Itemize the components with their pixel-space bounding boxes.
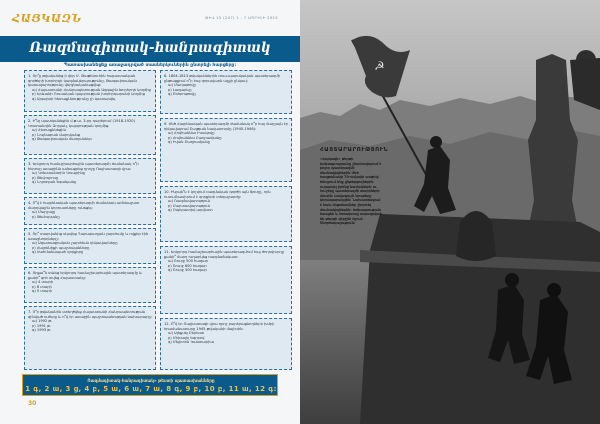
question-box: [24, 115, 156, 155]
question-text: 12. Ո՞վ էր Ռայխստագի վրա դրոշ բարձրացնողների խմբի հրամանատարը 1945 թվականի մայիսին:: [164, 322, 275, 331]
answer-option: բ) Նույնաբան մարդկանց: [32, 132, 81, 137]
answer-option: բ) 6 տարի: [32, 284, 52, 289]
question-box: [160, 186, 292, 242]
answer-option: բ) Մարտավարություն: [168, 203, 211, 208]
answer-option: ա) Հայաստանի Հանրապետության Ազգային Խորհրդի կողմից: [32, 87, 151, 92]
caption-text: «Հայկազն» թերթի խմբագրությունը շնորհավորում է բոլոր պատերազմի մասնակիցներին Մեծ հաղթանակի 70-ամյակի առթիվ։ Խնդրում ենք ընթերցողներին ուղարկել իրենց նամակներն ու հուշերը պատերազմի տարիների մասին։ Լավագույն նյութերը կհրապարակվեն։ Նախատեսվում է նաև մրցանակներ շնորհել մասնակիցներին։ Խմբագրության հասցեն և հեռախոսը տպագրված են թերթի վերջին էջում։ Շնորհակալություն։: [320, 157, 382, 226]
answer-option: բ) Հայրենիքի պաշտպանները: [32, 245, 90, 250]
question-box: [160, 318, 292, 370]
answer-option: գ) Օպերատիվ արվեստ: [168, 208, 213, 213]
answer-option: գ) Սահմանապահ զորքերը: [32, 250, 84, 255]
answer-option: ա) Կոնստանտին Կուպրինը: [32, 171, 86, 176]
question-box: [160, 118, 292, 182]
question-box: [160, 246, 292, 314]
answer-key-band: [22, 374, 278, 396]
answer-option: ա) Մադաթովը: [168, 83, 196, 88]
question-box: [24, 267, 156, 303]
question-text: 11. Երկրորդ համաշխարհային պատերազմում հայ ժողովուրդը քանի՞ մարդ ուղարկեց ռազմաճակատ:: [164, 250, 285, 259]
answer-option: ա) Ազատագրական շարժման ղեկավարները: [32, 241, 118, 246]
answer-option: գ) Իվան Բաղրամյանը: [168, 140, 211, 145]
answer-option: ա) Շուրջ 500 հազար: [168, 259, 208, 264]
question-text: 2. Ի՞նչ պատկանեցին մ.թ.ա. 3-րդ դարերում (1918-1920) Կոստանդին Զորյակ, կայսրության կողմից.: [28, 119, 135, 128]
question-box: [24, 70, 156, 112]
answer-option: գ) Այդպիսի հետաքննությունը չի կատարվել: [32, 96, 116, 101]
answer-option: գ) 1993 թ.: [32, 328, 51, 333]
soldier-head-3: [547, 283, 561, 297]
answer-option: բ) Երևանի Ռուսական կայսրության խորհրդարանի կողմից: [32, 92, 145, 97]
page-title: Ռազմագիտակ-հանրագիտակ: [29, 40, 271, 56]
question-box: [160, 70, 292, 114]
question-text: 8. 1804-1813 թվականներին ռուս-պարսկական պատերազմի ընթացքում ո՞ր հայ զորավարն աչքի ընկավ:: [164, 74, 280, 83]
question-text: 4. Ո՞վ է հայրենական պատերազմի ժամանակ ամենաշատ մարդկային կորուստները ունեցել:: [28, 201, 140, 210]
question-text: 5. Որ՞ տարվանից սկսվեց Ղարաբաղյան շարժումը և ովքեր էին առաջնորդները:: [28, 232, 149, 241]
answer-option: գ) Նոյոտյան Եգանյանը: [32, 180, 77, 185]
soldier-head-2: [505, 273, 519, 287]
answer-option: ա) 4 տարի: [32, 280, 54, 285]
question-text: 7. Ո՞ր թվականին ստեղծվեց Հայաստանի Հանրապետության զինված ուժերը և ո՞վ էր առաջին պաշտպանության նախարարը:: [28, 310, 153, 319]
answer-option: բ) Թեվոդրոսը: [32, 175, 59, 180]
question-box: [24, 306, 156, 370]
answer-option: ա) 1992 թ.: [32, 319, 53, 324]
issue-info: ԹԻՎ 15 (207) 1 - 7 ԱՊՐԻԼԻ 2015: [205, 15, 278, 20]
answer-key: 1 գ, 2 ա, 3 ց, 4 բ, 5 ա, 6 ա, 7 ա, 8 գ, 9 բ, 10 բ, 11 ա, 12 գ:: [25, 385, 277, 393]
answer-option: բ) Հովհաննես Բաղրամյանը: [168, 135, 222, 140]
answer-option: գ) Մելիտոն Կանտարիա: [168, 340, 214, 345]
answer-option: գ) Շուրջ 300 հազար: [168, 268, 207, 273]
answer-option: բ) Միխայիլ Եգորով: [168, 335, 205, 340]
answer-option: բ) Շուրջ 600 հազար: [168, 263, 207, 268]
answer-option: ա) Մարշալը: [32, 210, 56, 215]
question-text: 1. Որ՞ը թվականից ի վեր Մ. Թաթենուհին հայաստանյան գործերի խորհրդի կազմակերպությունը, Թագավորական կառավարությունը վերջնականացվեց:: [28, 74, 137, 88]
question-text: 10. Ինչպե՞ս է կոչվում ռազմական գործի այն ճյուղը, որն ուսումնասիրում է զորքերի տեղաշարժը:: [164, 190, 271, 199]
question-text: 3. Երկրորդ համաշխարհային պատերազմի ժամանակ ո՞ր հերոսը առաջինն ամրացրեց դրոշը Ռայխստագի վրա:: [28, 162, 139, 171]
soldier-head: [430, 136, 442, 148]
page-subtitle: Պատասխանեցեք առաջադրված տասներկուներին ընտրելի հարցերը:: [63, 63, 237, 68]
answer-option: բ) Լազարևը: [168, 87, 192, 92]
answer-option: ա) Հովհաննես Իսակովը: [168, 131, 215, 136]
answer-option: ա) Ալեքսեյ Բերեստ: [168, 331, 205, 336]
answer-option: գ) Բեհբութովը: [168, 92, 196, 97]
answer-key-label: Ռազմագիտակ-հանրագիտակ» թեստի պատասխանները: [87, 378, 215, 383]
question-text: 6. Որքա՞ն տևեց երկրորդ համաշխարհային պատերազմը և քանի՞ զոհ տվեց Հայաստանը:: [28, 271, 142, 280]
answer-option: գ) 5 տարի: [32, 289, 52, 294]
answer-option: բ) Թեմուրյանը: [32, 214, 60, 219]
answer-option: ա) Ռազմավարություն: [168, 199, 211, 204]
page-number: 30: [28, 400, 37, 407]
question-box: [24, 197, 156, 225]
question-box: [24, 158, 156, 194]
answer-option: գ) Թագավորական մատյաններ: [32, 137, 92, 142]
question-box: [24, 228, 156, 264]
title-band: [0, 36, 300, 62]
question-text: 9. Մեծ Հայրենական պատերազմի ժամանակ ո՞ր հայ մարշալն էր ղեկավարում Բալթյան նավատորմը (1945-1946):: [164, 122, 288, 131]
answer-option: ա) Հետաքննեցին: [32, 128, 66, 133]
right-page-photo: [300, 0, 600, 424]
hammer-sickle-icon: ☭: [374, 59, 385, 73]
page-header: [0, 0, 300, 36]
caption-heading: ՀԱՅՏԱՐԱՐՈՒԹՅՈՒՆ: [320, 147, 388, 153]
answer-option: բ) 1991 թ.: [32, 323, 51, 328]
brand-logo: ՀԱՅԿԱԶՆ: [12, 12, 82, 25]
